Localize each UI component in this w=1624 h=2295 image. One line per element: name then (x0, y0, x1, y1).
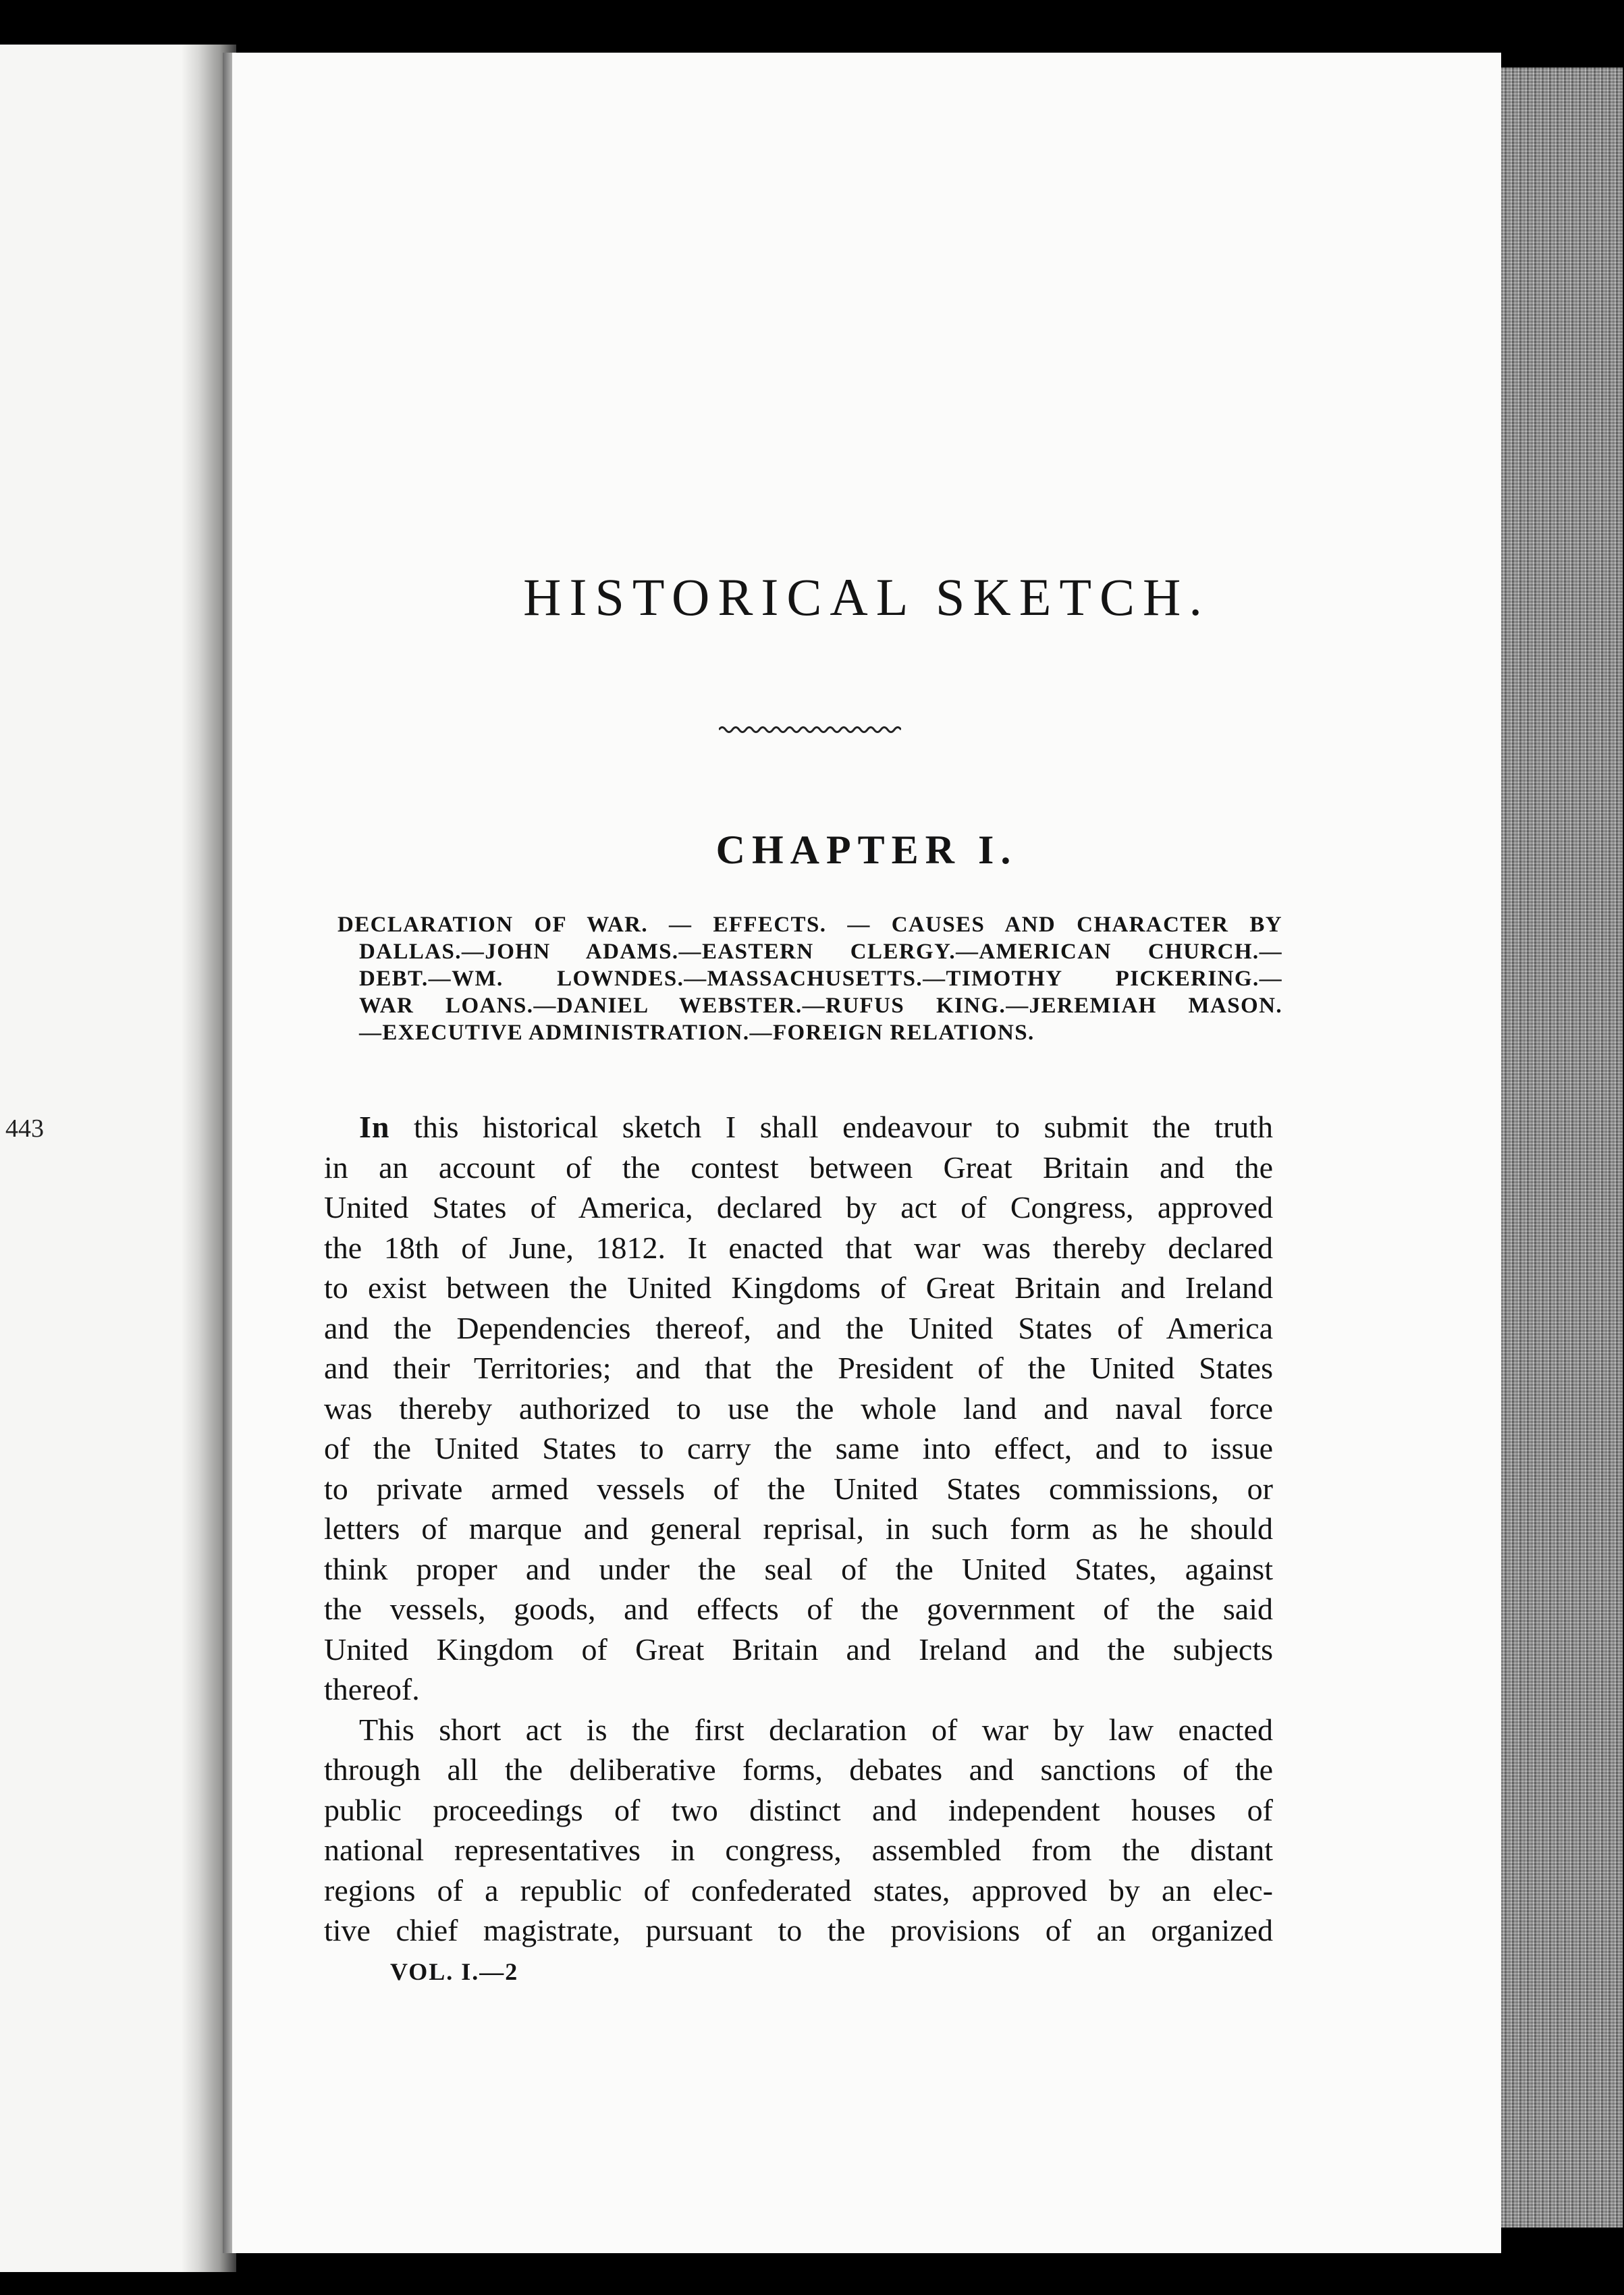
summary-line: WAR LOANS.—DANIEL WEBSTER.—RUFUS KING.—JEREMIAH MASON. (359, 994, 1282, 1018)
summary-line: DALLAS.—JOHN ADAMS.—EASTERN CLERGY.—AMERICAN CHURCH.— (359, 940, 1282, 964)
text-line: the vessels, goods, and effects of the government of the said (324, 1592, 1273, 1626)
dropcap: In (359, 1110, 390, 1144)
text-line: to exist between the United Kingdoms of Great Britain and Ireland (324, 1270, 1273, 1305)
text-line: tive chief magistrate, pursuant to the provisions of an organized (324, 1913, 1273, 1947)
chapter-heading: CHAPTER I. (715, 828, 1018, 872)
text-line: was thereby authorized to use the whole land and naval force (324, 1390, 1273, 1426)
text-line: to private armed vessels of the United States commissions, or (324, 1471, 1273, 1506)
paragraph-first-line (324, 1107, 1273, 1148)
left-page-number: 443 (5, 1114, 44, 1143)
page-fore-edge (1501, 68, 1623, 2228)
text-line: in an account of the contest between Great Britain and the (324, 1150, 1273, 1185)
text-line: thereof. (324, 1672, 420, 1706)
text-line: United Kingdom of Great Britain and Ireland and the subjects (324, 1631, 1273, 1667)
text-line: and their Territories; and that the President of the United States (324, 1351, 1273, 1385)
signature-mark: VOL. I.—2 (390, 1958, 519, 1985)
summary-line: DEBT.—WM. LOWNDES.—MASSACHUSETTS.—TIMOTHY PICKERING.— (359, 967, 1282, 991)
summary-line: —EXECUTIVE ADMINISTRATION.—FOREIGN RELATIONS. (359, 1021, 1035, 1045)
text-line: the 18th of June, 1812. It enacted that war was thereby declared (324, 1230, 1273, 1265)
body-text (324, 1107, 1273, 1951)
chapter-summary (337, 911, 1282, 1046)
page-title: HISTORICAL SKETCH. (523, 568, 1210, 626)
text-line: letters of marque and general reprisal, in such form as he should (324, 1511, 1273, 1546)
text-line: and the Dependencies thereof, and the United States of America (324, 1310, 1273, 1345)
first-line-rest: this historical sketch I shall endeavour to submit the truth (389, 1110, 1273, 1144)
text-line: public proceedings of two distinct and independent houses of (324, 1792, 1273, 1827)
text-line: national representatives in congress, assembled from the distant (324, 1833, 1273, 1867)
wavy-rule-ornament (719, 722, 901, 737)
left-facing-page (0, 45, 200, 2272)
text-line: of the United States to carry the same into effect, and to issue (324, 1431, 1273, 1465)
text-line: United States of America, declared by act of Congress, approved (324, 1190, 1273, 1224)
text-line: through all the deliberative forms, debates and sanctions of the (324, 1752, 1273, 1787)
summary-line: DECLARATION OF WAR. — EFFECTS. — CAUSES AND CHARACTER BY (337, 913, 1282, 937)
text-line: regions of a republic of confederated states, approved by an elec- (324, 1872, 1273, 1908)
text-line: think proper and under the seal of the United States, against (324, 1551, 1273, 1586)
text-line: This short act is the first declaration of war by law enacted (359, 1712, 1273, 1747)
